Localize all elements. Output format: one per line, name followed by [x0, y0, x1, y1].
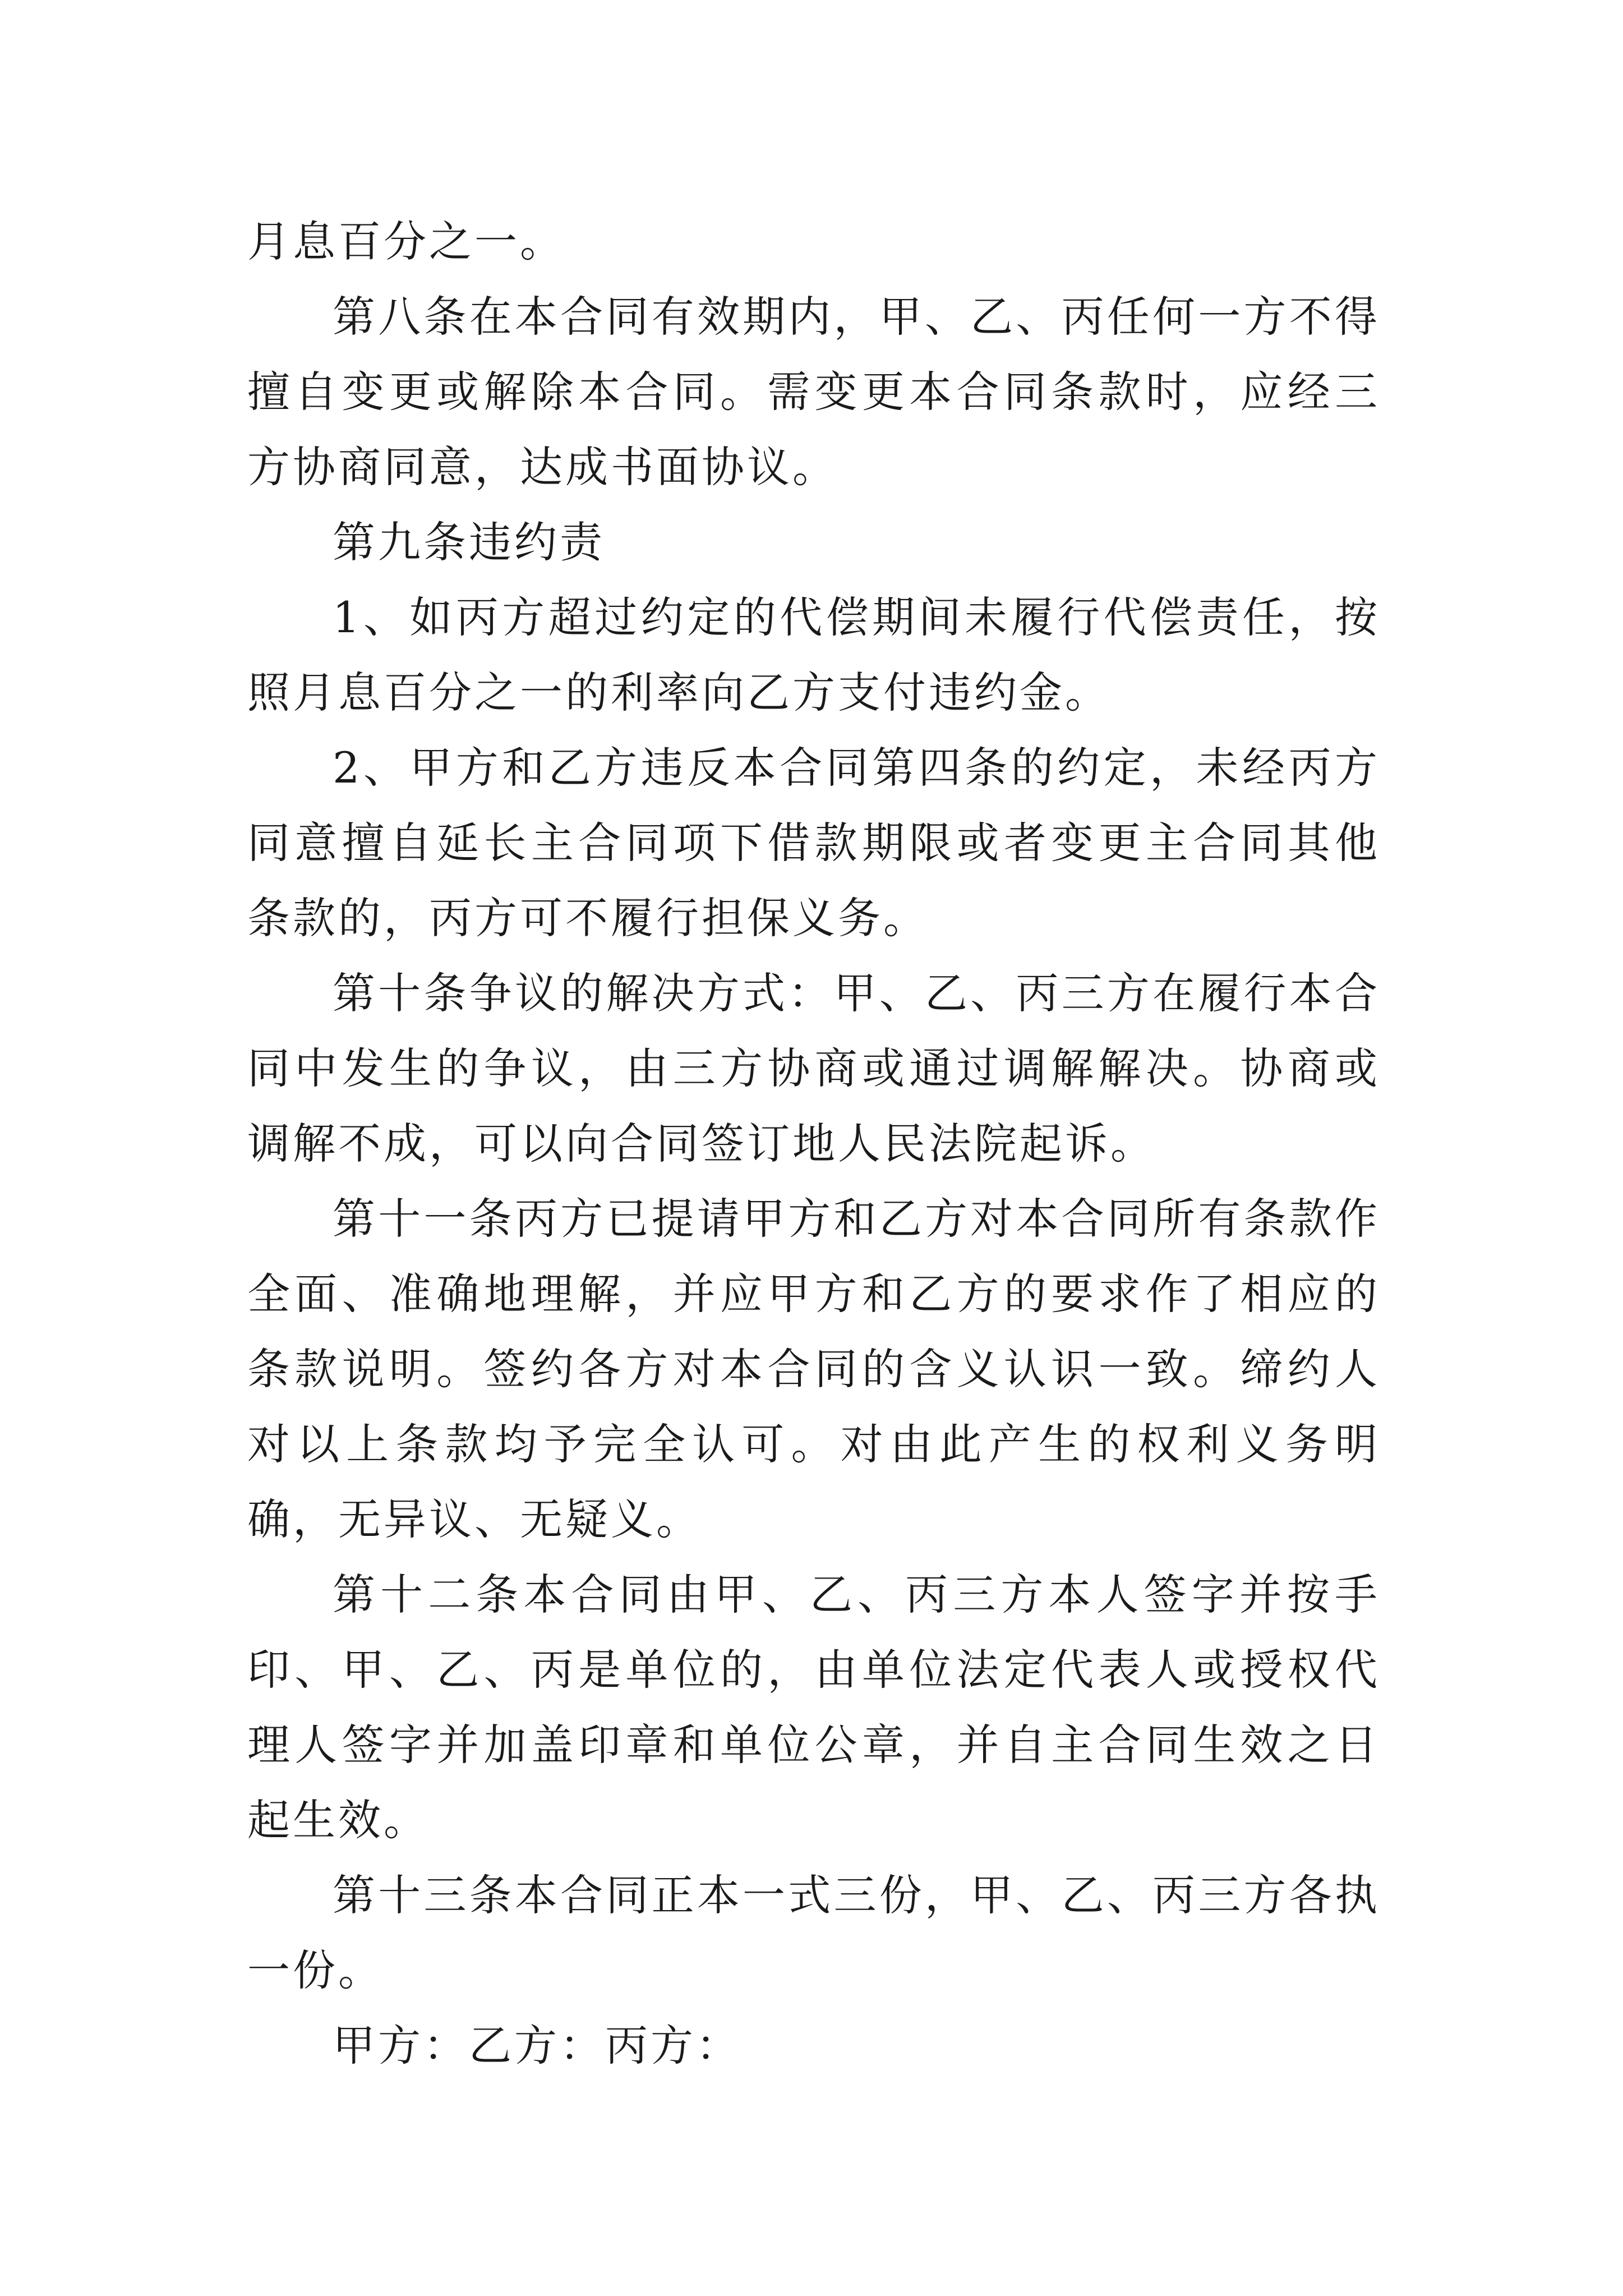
paragraph-article-8: 第八条在本合同有效期内，甲、乙、丙任何一方不得擅自变更或解除本合同。需变更本合同条款时，应经三方协商同意，达成书面协议。 — [247, 292, 1380, 492]
paragraph-interest-rate: 月息百分之一。 — [247, 217, 565, 266]
signature-line: 甲方：乙方：丙方： — [333, 2021, 741, 2070]
paragraph-article-9-item-1: 1、如丙方超过约定的代偿期间未履行代偿责任，按照月息百分之一的利率向乙方支付违约金。 — [247, 592, 1380, 717]
paragraph-article-12: 第十二条本合同由甲、乙、丙三方本人签字并按手印、甲、乙、丙是单位的，由单位法定代表人或授权代理人签字并加盖印章和单位公章，并自主合同生效之日起生效。 — [247, 1570, 1380, 1845]
document-body — [247, 204, 1380, 2083]
paragraph-article-9-heading: 第九条违约责 — [333, 517, 605, 567]
paragraph-article-10: 第十条争议的解决方式：甲、乙、丙三方在履行本合同中发生的争议，由三方协商或通过调解解决。协商或调解不成，可以向合同签订地人民法院起诉。 — [247, 968, 1380, 1168]
paragraph-article-13: 第十三条本合同正本一式三份，甲、乙、丙三方各执一份。 — [247, 1870, 1380, 1995]
paragraph-article-11: 第十一条丙方已提请甲方和乙方对本合同所有条款作全面、准确地理解，并应甲方和乙方的要求作了相应的条款说明。签约各方对本合同的含义认识一致。缔约人对以上条款均予完全认可。对由此产生的权利义务明确，无异议、无疑义。 — [247, 1194, 1380, 1544]
paragraph-article-9-item-2: 2、甲方和乙方违反本合同第四条的约定，未经丙方同意擅自延长主合同项下借款期限或者变更主合同其他条款的，丙方可不履行担保义务。 — [247, 743, 1380, 943]
